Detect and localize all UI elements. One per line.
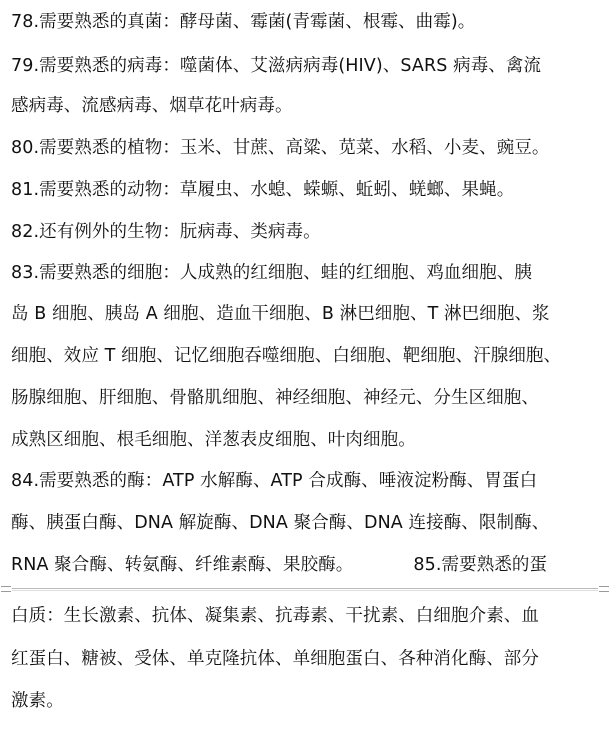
text-line-main: RNA 聚合酶、转氨酶、纤维素酶、果胶酶。: [11, 555, 354, 575]
text-line: 81.需要熟悉的动物：草履虫、水螅、蝾螈、蚯蚓、蜣螂、果蝇。: [11, 180, 515, 200]
text-line: 酶、胰蛋白酶、DNA 解旋酶、DNA 聚合酶、DNA 连接酶、限制酶、: [11, 513, 550, 533]
page-break-handle-left: [1, 586, 11, 592]
text-line: 84.需要熟悉的酶：ATP 水解酶、ATP 合成酶、唾液淀粉酶、胃蛋白: [11, 471, 538, 491]
text-line: 细胞、效应 T 细胞、记忆细胞吞噬细胞、白细胞、靶细胞、汗腺细胞、: [11, 346, 562, 366]
page-break-rule-secondary: [12, 590, 598, 591]
text-line: 79.需要熟悉的病毒：噬菌体、艾滋病病毒(HIV)、SARS 病毒、禽流: [11, 56, 542, 76]
page-break-handle-right: [599, 586, 609, 592]
text-line: [11, 553, 603, 577]
text-line-tail: 85.需要熟悉的蛋: [413, 555, 548, 575]
text-line: 82.还有例外的生物：朊病毒、类病毒。: [11, 222, 321, 242]
text-line: 红蛋白、糖被、受体、单克隆抗体、单细胞蛋白、各种消化酶、部分: [11, 649, 539, 669]
text-line: 83.需要熟悉的细胞：人成熟的红细胞、蛙的红细胞、鸡血细胞、胰: [11, 263, 532, 283]
text-line: 感病毒、流感病毒、烟草花叶病毒。: [11, 96, 293, 116]
page-break-divider: [0, 586, 610, 592]
text-line: 白质：生长激素、抗体、凝集素、抗毒素、干扰素、白细胞介素、血: [11, 606, 539, 626]
text-line: 80.需要熟悉的植物：玉米、甘蔗、高粱、苋菜、水稻、小麦、豌豆。: [11, 138, 550, 158]
text-line: 肠腺细胞、肝细胞、骨骼肌细胞、神经细胞、神经元、分生区细胞、: [11, 388, 539, 408]
text-line: 岛 B 细胞、胰岛 A 细胞、造血干细胞、B 淋巴细胞、T 淋巴细胞、浆: [11, 304, 550, 324]
text-line: 激素。: [11, 691, 64, 711]
page-break-rule: [12, 588, 598, 589]
text-line: 78.需要熟悉的真菌：酵母菌、霉菌(青霉菌、根霉、曲霉)。: [11, 12, 476, 32]
text-line: 成熟区细胞、根毛细胞、洋葱表皮细胞、叶肉细胞。: [11, 430, 416, 450]
document-page-bottom: [0, 595, 610, 736]
